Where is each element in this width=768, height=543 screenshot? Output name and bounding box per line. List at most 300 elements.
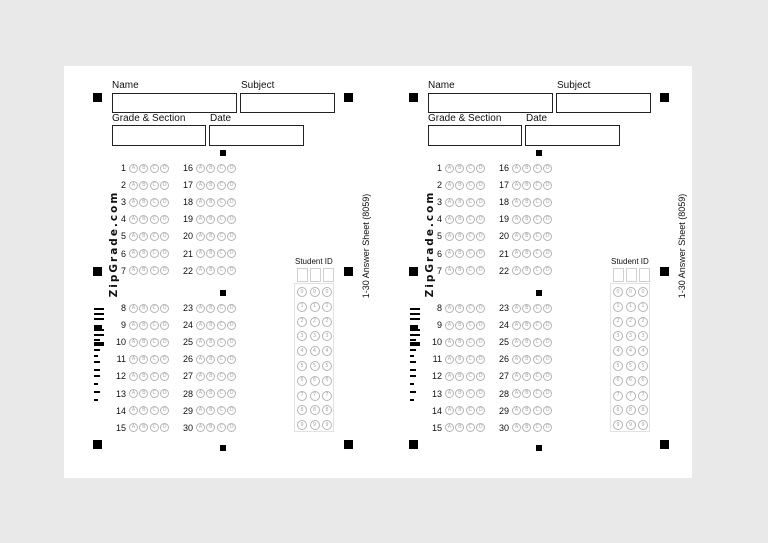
student-id-bubble[interactable]: 4 [613, 346, 623, 356]
choice-bubble[interactable]: C [533, 249, 542, 258]
choice-bubble[interactable]: D [543, 198, 552, 207]
choice-bubble[interactable]: B [455, 355, 464, 364]
choice-bubble[interactable]: A [129, 389, 138, 398]
choice-bubble[interactable]: D [227, 164, 236, 173]
choice-bubble[interactable]: B [139, 198, 148, 207]
student-id-bubble[interactable]: 2 [626, 317, 636, 327]
choice-bubble[interactable]: B [522, 338, 531, 347]
student-id-bubble[interactable]: 4 [638, 346, 648, 356]
choice-bubble[interactable]: C [217, 372, 226, 381]
choice-bubble[interactable]: C [150, 321, 159, 330]
student-id-entry-cell[interactable] [613, 268, 624, 282]
choice-bubble[interactable]: D [543, 389, 552, 398]
choice-bubble[interactable]: A [129, 321, 138, 330]
student-id-bubble[interactable]: 8 [297, 405, 307, 415]
student-id-bubble[interactable]: 1 [310, 302, 320, 312]
choice-bubble[interactable]: D [227, 423, 236, 432]
choice-bubble[interactable]: C [217, 355, 226, 364]
choice-bubble[interactable]: A [196, 338, 205, 347]
student-id-entry-cell[interactable] [323, 268, 334, 282]
choice-bubble[interactable]: D [227, 304, 236, 313]
choice-bubble[interactable]: A [129, 249, 138, 258]
choice-bubble[interactable]: A [512, 164, 521, 173]
choice-bubble[interactable]: C [533, 338, 542, 347]
choice-bubble[interactable]: C [466, 232, 475, 241]
choice-bubble[interactable]: C [217, 304, 226, 313]
choice-bubble[interactable]: B [206, 164, 215, 173]
choice-bubble[interactable]: A [196, 423, 205, 432]
choice-bubble[interactable]: B [139, 304, 148, 313]
choice-bubble[interactable]: C [533, 321, 542, 330]
choice-bubble[interactable]: D [476, 355, 485, 364]
choice-bubble[interactable]: D [227, 198, 236, 207]
student-id-bubble[interactable]: 2 [613, 317, 623, 327]
choice-bubble[interactable]: B [522, 372, 531, 381]
choice-bubble[interactable]: A [512, 423, 521, 432]
choice-bubble[interactable]: B [522, 249, 531, 258]
choice-bubble[interactable]: B [206, 338, 215, 347]
choice-bubble[interactable]: B [206, 372, 215, 381]
choice-bubble[interactable]: D [227, 372, 236, 381]
choice-bubble[interactable]: A [512, 389, 521, 398]
choice-bubble[interactable]: B [206, 389, 215, 398]
choice-bubble[interactable]: A [445, 304, 454, 313]
choice-bubble[interactable]: A [445, 266, 454, 275]
grade-section-field[interactable] [428, 125, 522, 146]
student-id-bubble[interactable]: 3 [638, 331, 648, 341]
student-id-bubble[interactable]: 7 [310, 391, 320, 401]
student-id-bubble[interactable]: 5 [626, 361, 636, 371]
student-id-bubble[interactable]: 6 [322, 376, 332, 386]
choice-bubble[interactable]: B [455, 266, 464, 275]
choice-bubble[interactable]: B [206, 181, 215, 190]
choice-bubble[interactable]: B [206, 355, 215, 364]
choice-bubble[interactable]: D [160, 389, 169, 398]
choice-bubble[interactable]: A [129, 232, 138, 241]
choice-bubble[interactable]: B [139, 232, 148, 241]
choice-bubble[interactable]: B [522, 355, 531, 364]
choice-bubble[interactable]: A [196, 164, 205, 173]
choice-bubble[interactable]: C [150, 164, 159, 173]
choice-bubble[interactable]: D [476, 249, 485, 258]
choice-bubble[interactable]: C [466, 181, 475, 190]
choice-bubble[interactable]: D [543, 355, 552, 364]
choice-bubble[interactable]: C [217, 406, 226, 415]
choice-bubble[interactable]: C [150, 389, 159, 398]
choice-bubble[interactable]: C [217, 198, 226, 207]
choice-bubble[interactable]: A [129, 355, 138, 364]
choice-bubble[interactable]: B [206, 249, 215, 258]
choice-bubble[interactable]: D [227, 232, 236, 241]
student-id-entry-cell[interactable] [310, 268, 321, 282]
choice-bubble[interactable]: A [445, 164, 454, 173]
grade-section-field[interactable] [112, 125, 206, 146]
choice-bubble[interactable]: B [455, 215, 464, 224]
student-id-bubble[interactable]: 8 [322, 405, 332, 415]
choice-bubble[interactable]: D [227, 249, 236, 258]
student-id-bubble[interactable]: 0 [297, 287, 307, 297]
choice-bubble[interactable]: A [445, 423, 454, 432]
student-id-bubble[interactable]: 4 [297, 346, 307, 356]
subject-field[interactable] [556, 93, 651, 113]
choice-bubble[interactable]: D [543, 215, 552, 224]
choice-bubble[interactable]: A [196, 232, 205, 241]
choice-bubble[interactable]: B [522, 215, 531, 224]
student-id-bubble[interactable]: 5 [310, 361, 320, 371]
choice-bubble[interactable]: B [206, 423, 215, 432]
choice-bubble[interactable]: C [150, 181, 159, 190]
choice-bubble[interactable]: B [455, 423, 464, 432]
choice-bubble[interactable]: D [476, 266, 485, 275]
student-id-bubble[interactable]: 5 [613, 361, 623, 371]
student-id-bubble[interactable]: 0 [638, 287, 648, 297]
student-id-bubble[interactable]: 1 [613, 302, 623, 312]
student-id-bubble[interactable]: 1 [626, 302, 636, 312]
choice-bubble[interactable]: D [160, 181, 169, 190]
choice-bubble[interactable]: A [445, 215, 454, 224]
student-id-bubble[interactable]: 9 [613, 420, 623, 430]
choice-bubble[interactable]: A [512, 321, 521, 330]
choice-bubble[interactable]: A [445, 355, 454, 364]
student-id-bubble[interactable]: 6 [638, 376, 648, 386]
choice-bubble[interactable]: B [139, 321, 148, 330]
choice-bubble[interactable]: C [217, 164, 226, 173]
choice-bubble[interactable]: B [206, 406, 215, 415]
choice-bubble[interactable]: B [139, 164, 148, 173]
choice-bubble[interactable]: A [196, 249, 205, 258]
choice-bubble[interactable]: B [206, 266, 215, 275]
choice-bubble[interactable]: C [466, 304, 475, 313]
choice-bubble[interactable]: A [445, 389, 454, 398]
choice-bubble[interactable]: A [512, 304, 521, 313]
choice-bubble[interactable]: A [512, 249, 521, 258]
choice-bubble[interactable]: A [129, 372, 138, 381]
choice-bubble[interactable]: C [533, 266, 542, 275]
student-id-bubble[interactable]: 2 [638, 317, 648, 327]
choice-bubble[interactable]: B [455, 321, 464, 330]
choice-bubble[interactable]: C [217, 215, 226, 224]
choice-bubble[interactable]: B [139, 389, 148, 398]
choice-bubble[interactable]: D [227, 355, 236, 364]
choice-bubble[interactable]: A [445, 249, 454, 258]
choice-bubble[interactable]: C [466, 372, 475, 381]
choice-bubble[interactable]: B [139, 249, 148, 258]
choice-bubble[interactable]: B [139, 372, 148, 381]
choice-bubble[interactable]: D [476, 389, 485, 398]
student-id-bubble[interactable]: 1 [638, 302, 648, 312]
choice-bubble[interactable]: C [217, 249, 226, 258]
student-id-bubble[interactable]: 0 [613, 287, 623, 297]
choice-bubble[interactable]: C [217, 338, 226, 347]
choice-bubble[interactable]: B [522, 266, 531, 275]
student-id-entry-cell[interactable] [297, 268, 308, 282]
choice-bubble[interactable]: A [445, 338, 454, 347]
choice-bubble[interactable]: B [455, 304, 464, 313]
choice-bubble[interactable]: C [150, 304, 159, 313]
choice-bubble[interactable]: A [512, 198, 521, 207]
choice-bubble[interactable]: A [129, 423, 138, 432]
choice-bubble[interactable]: A [512, 215, 521, 224]
choice-bubble[interactable]: B [139, 215, 148, 224]
student-id-bubble[interactable]: 7 [638, 391, 648, 401]
choice-bubble[interactable]: B [455, 181, 464, 190]
student-id-bubble[interactable]: 3 [322, 331, 332, 341]
student-id-bubble[interactable]: 2 [310, 317, 320, 327]
student-id-bubble[interactable]: 0 [626, 287, 636, 297]
student-id-bubble[interactable]: 9 [310, 420, 320, 430]
name-field[interactable] [428, 93, 553, 113]
student-id-bubble[interactable]: 5 [638, 361, 648, 371]
choice-bubble[interactable]: D [543, 304, 552, 313]
choice-bubble[interactable]: C [217, 389, 226, 398]
choice-bubble[interactable]: A [129, 181, 138, 190]
choice-bubble[interactable]: C [150, 355, 159, 364]
choice-bubble[interactable]: B [522, 389, 531, 398]
choice-bubble[interactable]: D [476, 304, 485, 313]
choice-bubble[interactable]: C [466, 423, 475, 432]
choice-bubble[interactable]: D [476, 372, 485, 381]
choice-bubble[interactable]: D [160, 198, 169, 207]
choice-bubble[interactable]: A [445, 232, 454, 241]
choice-bubble[interactable]: B [522, 304, 531, 313]
student-id-bubble[interactable]: 5 [297, 361, 307, 371]
choice-bubble[interactable]: D [476, 164, 485, 173]
choice-bubble[interactable]: D [160, 406, 169, 415]
choice-bubble[interactable]: A [196, 198, 205, 207]
choice-bubble[interactable]: B [522, 232, 531, 241]
choice-bubble[interactable]: D [543, 372, 552, 381]
choice-bubble[interactable]: D [476, 321, 485, 330]
choice-bubble[interactable]: D [227, 266, 236, 275]
choice-bubble[interactable]: B [455, 198, 464, 207]
choice-bubble[interactable]: B [139, 406, 148, 415]
choice-bubble[interactable]: A [196, 355, 205, 364]
choice-bubble[interactable]: D [160, 266, 169, 275]
choice-bubble[interactable]: D [543, 249, 552, 258]
choice-bubble[interactable]: A [196, 389, 205, 398]
student-id-bubble[interactable]: 0 [322, 287, 332, 297]
choice-bubble[interactable]: C [466, 198, 475, 207]
choice-bubble[interactable]: B [455, 406, 464, 415]
choice-bubble[interactable]: B [522, 181, 531, 190]
choice-bubble[interactable]: B [455, 338, 464, 347]
choice-bubble[interactable]: B [522, 321, 531, 330]
choice-bubble[interactable]: D [160, 355, 169, 364]
student-id-bubble[interactable]: 3 [297, 331, 307, 341]
choice-bubble[interactable]: B [522, 423, 531, 432]
choice-bubble[interactable]: A [196, 321, 205, 330]
choice-bubble[interactable]: A [512, 181, 521, 190]
choice-bubble[interactable]: A [196, 181, 205, 190]
choice-bubble[interactable]: B [139, 423, 148, 432]
choice-bubble[interactable]: C [150, 372, 159, 381]
choice-bubble[interactable]: D [476, 406, 485, 415]
date-field[interactable] [209, 125, 304, 146]
student-id-bubble[interactable]: 1 [297, 302, 307, 312]
choice-bubble[interactable]: A [445, 372, 454, 381]
choice-bubble[interactable]: A [512, 372, 521, 381]
choice-bubble[interactable]: C [150, 249, 159, 258]
choice-bubble[interactable]: D [476, 338, 485, 347]
choice-bubble[interactable]: A [512, 266, 521, 275]
choice-bubble[interactable]: A [445, 321, 454, 330]
student-id-bubble[interactable]: 7 [297, 391, 307, 401]
choice-bubble[interactable]: C [150, 266, 159, 275]
student-id-bubble[interactable]: 4 [626, 346, 636, 356]
choice-bubble[interactable]: A [129, 406, 138, 415]
choice-bubble[interactable]: B [139, 181, 148, 190]
choice-bubble[interactable]: A [512, 232, 521, 241]
student-id-entry-cell[interactable] [639, 268, 650, 282]
choice-bubble[interactable]: A [129, 215, 138, 224]
student-id-bubble[interactable]: 6 [310, 376, 320, 386]
student-id-bubble[interactable]: 6 [297, 376, 307, 386]
choice-bubble[interactable]: C [466, 164, 475, 173]
student-id-bubble[interactable]: 9 [626, 420, 636, 430]
choice-bubble[interactable]: C [150, 232, 159, 241]
student-id-bubble[interactable]: 3 [613, 331, 623, 341]
student-id-bubble[interactable]: 8 [613, 405, 623, 415]
student-id-bubble[interactable]: 3 [626, 331, 636, 341]
choice-bubble[interactable]: C [466, 215, 475, 224]
choice-bubble[interactable]: C [466, 389, 475, 398]
choice-bubble[interactable]: A [196, 304, 205, 313]
choice-bubble[interactable]: D [476, 181, 485, 190]
name-field[interactable] [112, 93, 237, 113]
choice-bubble[interactable]: C [533, 164, 542, 173]
choice-bubble[interactable]: D [476, 198, 485, 207]
student-id-bubble[interactable]: 8 [638, 405, 648, 415]
choice-bubble[interactable]: C [533, 232, 542, 241]
student-id-bubble[interactable]: 2 [322, 317, 332, 327]
choice-bubble[interactable]: B [206, 321, 215, 330]
choice-bubble[interactable]: A [129, 198, 138, 207]
choice-bubble[interactable]: C [533, 372, 542, 381]
choice-bubble[interactable]: B [139, 266, 148, 275]
choice-bubble[interactable]: A [512, 355, 521, 364]
choice-bubble[interactable]: A [445, 198, 454, 207]
choice-bubble[interactable]: D [543, 232, 552, 241]
choice-bubble[interactable]: C [466, 266, 475, 275]
choice-bubble[interactable]: D [227, 321, 236, 330]
choice-bubble[interactable]: C [150, 423, 159, 432]
choice-bubble[interactable]: C [466, 249, 475, 258]
choice-bubble[interactable]: C [150, 338, 159, 347]
choice-bubble[interactable]: B [206, 215, 215, 224]
choice-bubble[interactable]: C [150, 198, 159, 207]
choice-bubble[interactable]: D [160, 338, 169, 347]
choice-bubble[interactable]: A [196, 215, 205, 224]
choice-bubble[interactable]: D [160, 232, 169, 241]
student-id-bubble[interactable]: 9 [322, 420, 332, 430]
choice-bubble[interactable]: D [227, 406, 236, 415]
choice-bubble[interactable]: B [455, 249, 464, 258]
choice-bubble[interactable]: D [160, 321, 169, 330]
student-id-bubble[interactable]: 7 [613, 391, 623, 401]
student-id-bubble[interactable]: 2 [297, 317, 307, 327]
choice-bubble[interactable]: D [160, 249, 169, 258]
choice-bubble[interactable]: C [217, 266, 226, 275]
choice-bubble[interactable]: C [217, 321, 226, 330]
choice-bubble[interactable]: C [217, 181, 226, 190]
choice-bubble[interactable]: B [206, 232, 215, 241]
choice-bubble[interactable]: D [543, 338, 552, 347]
choice-bubble[interactable]: A [129, 304, 138, 313]
choice-bubble[interactable]: C [150, 215, 159, 224]
choice-bubble[interactable]: B [522, 198, 531, 207]
choice-bubble[interactable]: A [129, 164, 138, 173]
choice-bubble[interactable]: B [206, 304, 215, 313]
student-id-bubble[interactable]: 3 [310, 331, 320, 341]
choice-bubble[interactable]: C [466, 338, 475, 347]
date-field[interactable] [525, 125, 620, 146]
choice-bubble[interactable]: B [455, 389, 464, 398]
student-id-bubble[interactable]: 8 [310, 405, 320, 415]
choice-bubble[interactable]: C [217, 232, 226, 241]
choice-bubble[interactable]: D [476, 232, 485, 241]
choice-bubble[interactable]: D [543, 181, 552, 190]
choice-bubble[interactable]: B [455, 232, 464, 241]
subject-field[interactable] [240, 93, 335, 113]
choice-bubble[interactable]: A [196, 372, 205, 381]
choice-bubble[interactable]: A [196, 266, 205, 275]
student-id-bubble[interactable]: 7 [626, 391, 636, 401]
student-id-bubble[interactable]: 0 [310, 287, 320, 297]
student-id-bubble[interactable]: 7 [322, 391, 332, 401]
choice-bubble[interactable]: A [196, 406, 205, 415]
choice-bubble[interactable]: B [522, 406, 531, 415]
choice-bubble[interactable]: C [533, 304, 542, 313]
choice-bubble[interactable]: C [533, 423, 542, 432]
student-id-entry-cell[interactable] [626, 268, 637, 282]
choice-bubble[interactable]: D [476, 215, 485, 224]
student-id-bubble[interactable]: 9 [297, 420, 307, 430]
choice-bubble[interactable]: A [512, 338, 521, 347]
student-id-bubble[interactable]: 4 [322, 346, 332, 356]
choice-bubble[interactable]: A [512, 406, 521, 415]
choice-bubble[interactable]: B [206, 198, 215, 207]
choice-bubble[interactable]: D [160, 215, 169, 224]
choice-bubble[interactable]: A [445, 181, 454, 190]
choice-bubble[interactable]: B [139, 338, 148, 347]
choice-bubble[interactable]: D [227, 338, 236, 347]
choice-bubble[interactable]: D [227, 181, 236, 190]
choice-bubble[interactable]: A [129, 338, 138, 347]
choice-bubble[interactable]: C [533, 406, 542, 415]
choice-bubble[interactable]: B [455, 164, 464, 173]
choice-bubble[interactable]: B [455, 372, 464, 381]
choice-bubble[interactable]: B [522, 164, 531, 173]
choice-bubble[interactable]: C [466, 321, 475, 330]
choice-bubble[interactable]: D [543, 406, 552, 415]
choice-bubble[interactable]: C [533, 355, 542, 364]
choice-bubble[interactable]: D [160, 164, 169, 173]
choice-bubble[interactable]: D [543, 164, 552, 173]
choice-bubble[interactable]: D [160, 423, 169, 432]
choice-bubble[interactable]: D [160, 304, 169, 313]
choice-bubble[interactable]: C [533, 215, 542, 224]
student-id-bubble[interactable]: 5 [322, 361, 332, 371]
student-id-bubble[interactable]: 1 [322, 302, 332, 312]
choice-bubble[interactable]: D [227, 389, 236, 398]
choice-bubble[interactable]: D [543, 423, 552, 432]
choice-bubble[interactable]: C [466, 406, 475, 415]
choice-bubble[interactable]: C [533, 389, 542, 398]
student-id-bubble[interactable]: 6 [613, 376, 623, 386]
choice-bubble[interactable]: C [150, 406, 159, 415]
choice-bubble[interactable]: C [533, 181, 542, 190]
choice-bubble[interactable]: C [217, 423, 226, 432]
